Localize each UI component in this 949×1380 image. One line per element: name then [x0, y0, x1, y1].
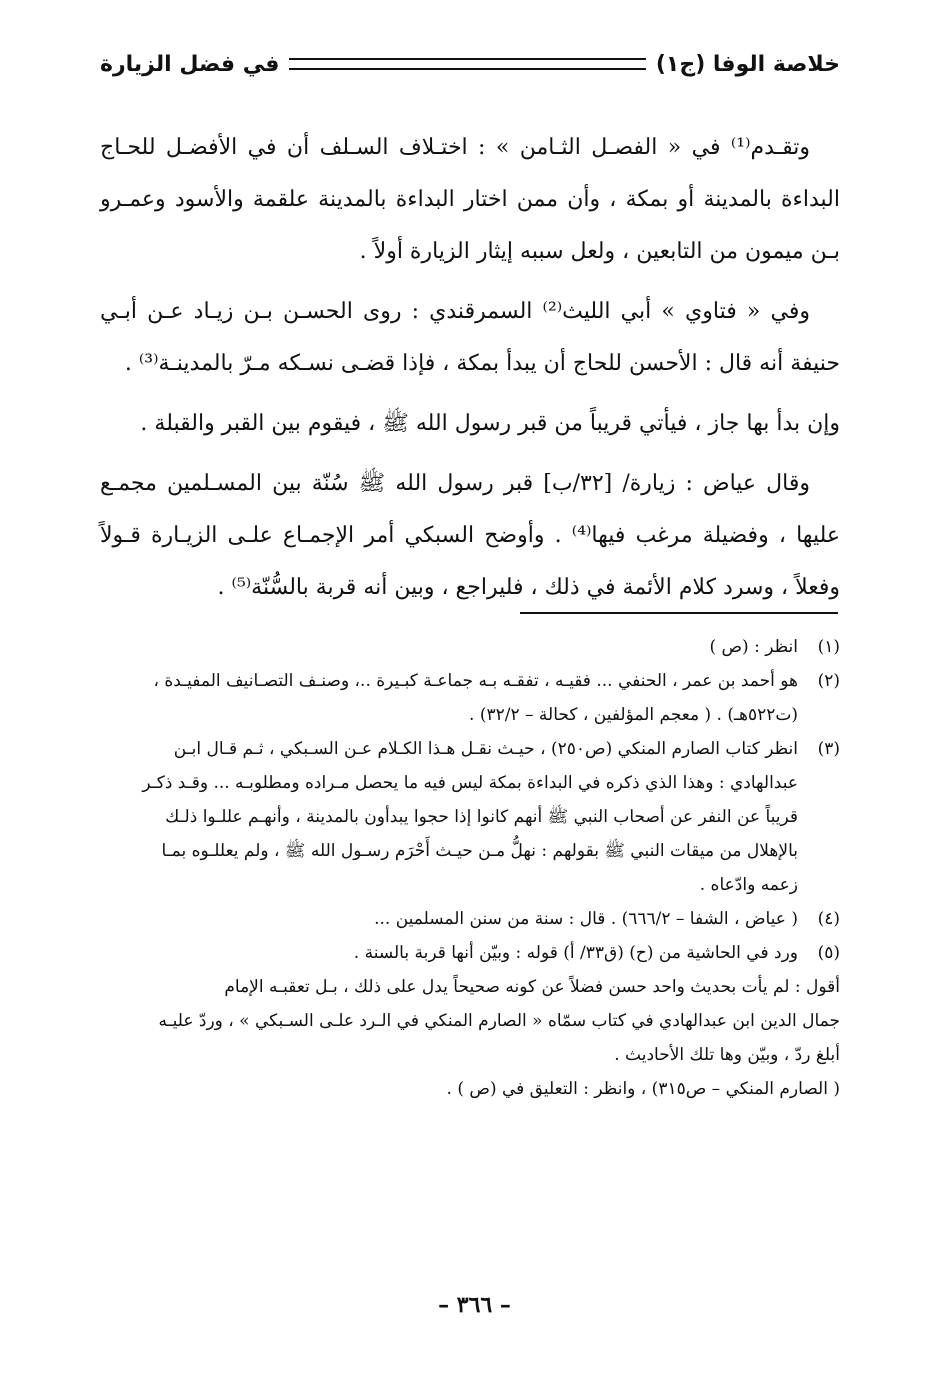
- footnote-line: ورد في الحاشية من (ح) (ق٣٣/ أ) قوله : وبيّن أنها قربة بالسنة .: [353, 943, 798, 963]
- footnote-line: قريباً عن النفر عن أصحاب النبي ﷺ أنهم كانوا إذا حجوا يبدأون بالمدينة ، وأنهـم عللـوا ذلـك: [165, 807, 798, 827]
- paragraph: وفي « فتاوي » أبي الليث⁽²⁾ السمرقندي : روى الحسـن بـن زيـاد عـن أبـي حنيفة أنه قال : الأحسن للحاج أن يبدأ بمكة ، فإذا قضـى نسـكه مـرّ بالمدينـة⁽³⁾ .: [100, 299, 840, 376]
- header-book-title: خلاصة الوفا (ج١): [655, 51, 840, 77]
- footnote-line: (ت٥٢٢هـ) . ( معجم المؤلفين ، كحالة – ٣٢/٢) .: [469, 705, 798, 725]
- footnote-number: (٥): [817, 943, 840, 963]
- footnote-continuation: [100, 970, 840, 1106]
- main-text: [100, 122, 840, 614]
- footnote: [100, 664, 840, 732]
- footnote-number: (٣): [817, 739, 840, 759]
- footnote: [100, 936, 840, 970]
- footnote-line: عبدالهادي : وهذا الذي ذكره في البداءة بمكة ليس فيه ما يحصل مـراده ومطلوبـه ... وقـد ذكـر: [142, 773, 798, 793]
- footnote: [100, 630, 840, 664]
- footnote-line: زعمه وادّعاه .: [699, 875, 798, 895]
- header-section-title: في فضل الزيارة: [100, 51, 280, 77]
- paragraph: وإن بدأ بها جاز ، فيأتي قريباً من قبر رسول الله ﷺ ، فيقوم بين القبر والقبلة .: [140, 411, 840, 436]
- footnote-line: هو أحمد بن عمر ، الحنفي ... فقيـه ، تفقـه بـه جماعـة كبـيرة ..، وصنـف التصـانيف المفيـدة ،: [153, 671, 798, 691]
- paragraph: وتقـدم⁽¹⁾ في « الفصـل الثـامن » : اختـلاف السـلف أن في الأفضـل للحـاج البداءة بالمدينة أو بمكة ، وأن ممن اختار البداءة بالمدينة علقمة والأسود وعمـرو بـن ميمون من التابعين ، ولعل سببه إيثار الزيارة أولاً .: [100, 135, 840, 264]
- footnote-number: (٢): [817, 671, 840, 691]
- footnote-line: بالإهلال من ميقات النبي ﷺ بقولهم : نهلُّ مـن حيـث أَحْرَم رسـول الله ﷺ ، ولم يعللـوه بمـا: [161, 841, 798, 861]
- footnote-line: جمال الدين ابن عبدالهادي في كتاب سمّاه « الصارم المنكي في الـرد علـى السـبكي » ، وردّ عليـه: [158, 1011, 840, 1031]
- paragraph: وقال عياض : زيارة/ [٣٢/ب] قبر رسول الله ﷺ سُنّة بين المسـلمين مجمـع عليها ، وفضيلة مرغب فيها⁽⁴⁾ . وأوضح السبكي أمر الإجمـاع علـى الزيـارة قـولاً وفعلاً ، وسرد كلام الأئمة في ذلك ، فليراجع ، وبين أنه قربة بالسُّنّة⁽⁵⁾ .: [100, 471, 840, 600]
- footnote-line: أقول : لم يأت بحديث واحد حسن فضلاً عن كونه صحيحاً يدل على ذلك ، بـل تعقبـه الإمام: [224, 977, 840, 997]
- footnote-line: انظر : (ص ): [709, 637, 798, 657]
- footnote-line: ( الصارم المنكي – ص٣١٥) ، وانظر : التعليق في (ص ) .: [446, 1079, 840, 1099]
- footnote-line: أبلغ ردّ ، وبيّن وها تلك الأحاديث .: [614, 1045, 840, 1065]
- footnote: [100, 732, 840, 902]
- footnote-line: انظر كتاب الصارم المنكي (ص٢٥٠) ، حيـث نقـل هـذا الكـلام عـن السـبكي ، ثـم قـال ابـن: [173, 739, 798, 759]
- running-header: [100, 44, 840, 84]
- footnote: [100, 902, 840, 936]
- footnote-separator: [520, 612, 838, 614]
- page-number: – ٣٦٦ –: [438, 1292, 511, 1318]
- footnotes: [100, 630, 840, 1106]
- footnote-number: (١): [817, 637, 840, 657]
- footnote-line: ( عياض ، الشفا – ٦٦٦/٢) . قال : سنة من سنن المسلمين ...: [374, 909, 798, 929]
- footnote-number: (٤): [817, 909, 840, 929]
- header-double-rule: [289, 58, 645, 70]
